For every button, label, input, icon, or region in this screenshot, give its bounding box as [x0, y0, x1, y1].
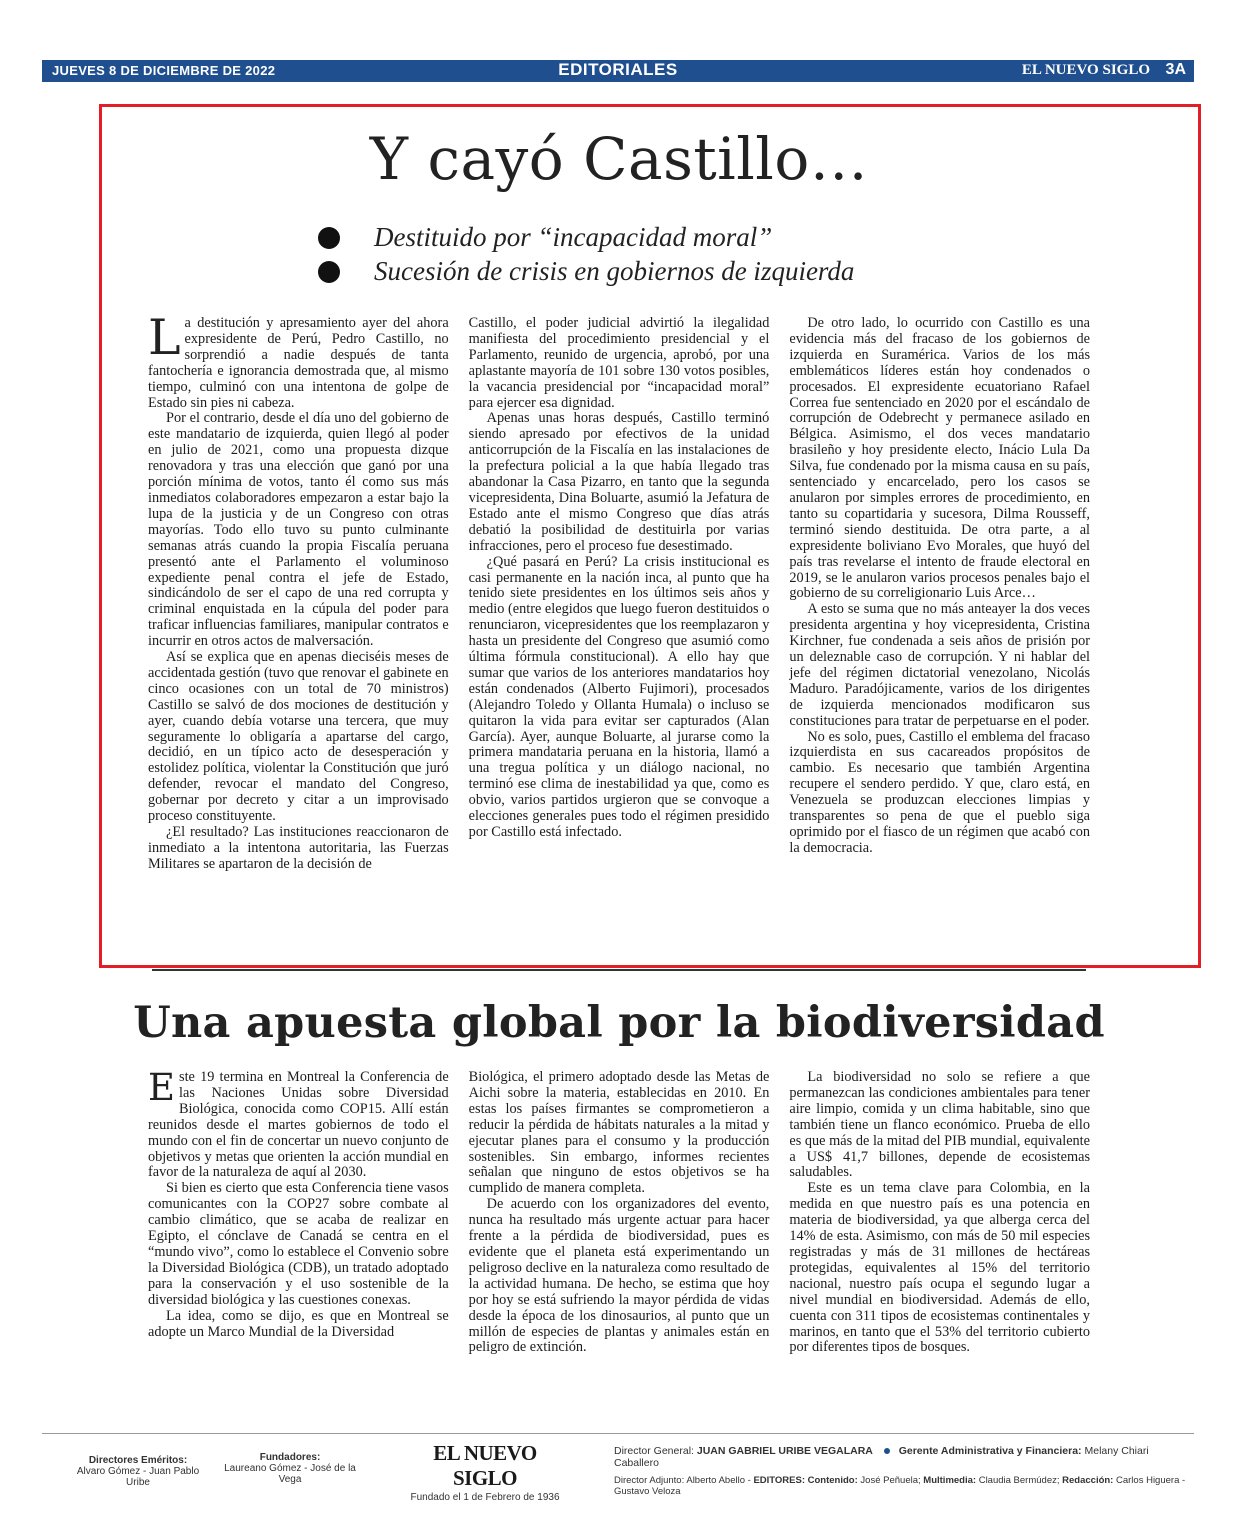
staff-row-1: Director General: JUAN GABRIEL URIBE VEGALARA Gerente Administrativa y Financiera: Melany Chiari Caballero — [614, 1445, 1149, 1469]
paragraph: Apenas unas horas después, Castillo terminó siendo apresado por efectivos de la unidad anticorrupción de la Fiscalía en las instalaciones de la prefectura policial a la que había llegado tras abandonar la Casa Pizarro, en tanto que la segunda vicepresidenta, Dina Boluarte, asumió la Jefatura de Estado ante el mismo Congreso que días atrás debatió la posibilidad de destituirla por varias infracciones, pero el proceso fue desestimado. — [468, 410, 770, 554]
editorial-1-body — [148, 309, 1091, 873]
paragraph: La destitución y apresamiento ayer del ahora expresidente de Perú, Pedro Castillo, no sorprendió a nadie después de tanta fantochería e ignorancia demostrada que, al mismo tiempo, culminó con una intentona de golpe de Estado sin pies ni cabeza. — [148, 309, 449, 411]
paragraph: La biodiversidad no solo se refiere a que permanezcan las condiciones ambientales para tener aire limpio, comida y un clima habitable, sino que también tiene un flanco económico. Prueba de ello es que más de la mitad del PIB mundial, equivalente a US$ 41,7 billones, depende de ecosistemas saludables. — [789, 1069, 1091, 1181]
paragraph: De otro lado, lo ocurrido con Castillo es una evidencia más del fracaso de los gobiernos de izquierda en Suramérica. Varios de los más emblemáticos líderes están hoy condenados o procesados. El expresidente ecuatoriano Rafael Correa fue sentenciado en 2020 por el escándalo de corrupción de Odebrecht y permanece asilado en Bélgica. Asimismo, el dos veces mandatario brasileño y hoy presidente electo, Inácio Lula Da Silva, fue condenado por la misma causa en su país, sentenciado y encarcelado, pero los casos se anularon por simples errores de procedimiento, en tanto su copartidaria y sucesora, Dilma Rousseff, terminó siendo destituida. De otra parte, a al expresidente boliviano Evo Morales, que huyó del país tras revelarse el intento de fraude electoral en 2019, se le anularon varios procesos penales bajo el gobierno de su correligionario Luis Arce… — [789, 315, 1091, 602]
article-column — [148, 1066, 449, 1356]
paragraph: Por el contrario, desde el día uno del gobierno de este mandatario de izquierda, quien llegó al poder en julio de 2021, como una propuesta dizque renovadora y tras una elección que ganó por una porción mínima de votos, tanto él como sus más inmediatos colaboradores empezaron a estar bajo la lupa de la justicia y de un Congreso con otras mayorías. Todo ello tuvo su punto culminante semanas atrás cuando la propia Fiscalía peruana presentó ante el Parlamento el voluminoso expediente penal contra el jefe de Estado, sindicándolo de ser el capo de una red corrupta y criminal enquistada en la cúpula del poder para traficar influencias familiares, manipular contratos e incurrir en otros actos de malversación. — [148, 410, 449, 650]
bullet-icon — [318, 261, 340, 283]
paragraph: Este 19 termina en Montreal la Conferencia de las Naciones Unidas sobre Diversidad Biológica, conocida como COP15. Allí están reunidos desde el martes gobiernos de todo el mundo con el fin de concertar un nuevo conjunto de objetivos y metas que orienten la acción mundial en favor de la naturaleza de aquí al 2030. — [148, 1066, 449, 1181]
directors-label: Directores Eméritos: — [88, 1455, 188, 1466]
section-divider — [152, 969, 1086, 971]
issue-date: JUEVES 8 DE DICIEMBRE DE 2022 — [52, 63, 276, 78]
paragraph: Castillo, el poder judicial advirtió la ilegalidad manifiesta del procedimiento presidencial y el Parlamento, reunido de urgencia, aprobó, por una aplastante mayoría de 101 sobre 130 votos posibles, la vacancia presidencial por “incapacidad moral” para ejercer esa dignidad. — [468, 315, 770, 411]
footer-staff — [614, 1445, 1194, 1497]
paragraph: La idea, como se dijo, es que en Montreal se adopte un Marco Mundial de la Diversidad — [148, 1307, 449, 1340]
bullet-icon — [884, 1448, 890, 1454]
footer-founders — [222, 1452, 358, 1485]
paragraph: Biológica, el primero adoptado desde las Metas de Aichi sobre la materia, establecidas en 2010. En estas los países firmantes se comprometieron a reducir la pérdida de hábitats naturales a la mitad y ejecutar planes para el consumo y la producción sostenibles. Sin embargo, informes recientes señalan que ninguno de estos objetivos se ha cumplido de manera completa. — [468, 1069, 770, 1197]
paragraph: De acuerdo con los organizadores del evento, nunca ha resultado más urgente actuar para hacer frente a la pérdida de biodiversidad, pues es evidente que el planeta está experimentando un peligroso declive en la naturaleza como resultado de la actividad humana. De hecho, se estima que hoy por hoy se está sufriendo la mayor pérdida de vidas desde la época de los dinosaurios, al punto que un millón de especies de plantas y animales están en peligro de extinción. — [468, 1196, 770, 1356]
paragraph: No es solo, pues, Castillo el emblema del fracaso izquierdista en sus cacareados propósitos de cambio. Es necesario que también Argentina recupere el sendero perdido. Y que, claro está, en Venezuela se produzcan elecciones limpias y transparentes so pena de que el pueblo siga oprimido por el fiasco de un régimen que acabó con la democracia. — [789, 728, 1091, 856]
footer-directors — [68, 1455, 208, 1488]
footer-rule — [42, 1433, 1194, 1434]
paragraph: Si bien es cierto que esta Conferencia tiene vasos comunicantes con la COP27 sobre combate al cambio climático, que se acaba de realizar en Egipto, el cónclave de Canadá se centra en el “mundo vivo”, como lo establece el Convenio sobre la Diversidad Biológica (CDB), un tratado adoptado para la conservación y el uso sostenible de la diversidad biológica y las cuestiones conexas. — [148, 1180, 449, 1308]
founders-names: Laureano Gómez - José de la Vega — [224, 1463, 356, 1485]
bullet-icon — [318, 227, 340, 249]
subtitle-item — [318, 222, 1018, 256]
founders-label: Fundadores: — [259, 1452, 321, 1463]
newspaper-logo: EL NUEVO SIGLO — [433, 1441, 537, 1490]
staff-row-2: Director Adjunto: Alberto Abello - EDITORES: Contenido: José Peñuela; Multimedia: Claudia Bermúdez; Redacción: Carlos Higuera - Gustavo Veloza — [614, 1475, 1186, 1497]
header-brand: EL NUEVO SIGLO — [1021, 62, 1150, 78]
page-number: 3A — [1165, 61, 1186, 78]
subtitle-item — [318, 256, 1018, 290]
section-title: EDITORIALES — [558, 60, 678, 79]
subtitle-text: Destituido por “incapacidad moral” — [374, 222, 773, 252]
subtitle-text: Sucesión de crisis en gobiernos de izquierda — [374, 256, 855, 286]
paragraph: ¿El resultado? Las instituciones reaccionaron de inmediato a la intentona autoritaria, las Fuerzas Militares se apartaron de la decisión de — [148, 824, 449, 872]
editorial-2-body — [148, 1066, 1091, 1356]
footer-logo-block — [410, 1441, 560, 1503]
article-column — [789, 316, 1090, 873]
article-column — [789, 1070, 1090, 1356]
editorial-1-subtitles — [318, 222, 1018, 290]
paragraph: Así se explica que en apenas dieciséis meses de accidentada gestión (tuvo que renovar el gabinete en cinco ocasiones con un total de 70 ministros) Castillo se salvó de dos mociones de destitución y ayer, cuando debía votarse una tercera, que muy seguramente lo obligaría a apartarse del cargo, decidió, en un típico acto de desesperación y estolidez política, violentar la Constitución que juró defender, revocar el mandato del Congreso, gobernar por decreto y citar a un improvisado proceso constituyente. — [148, 649, 449, 825]
directors-names: Alvaro Gómez - Juan Pablo Uribe — [76, 1466, 200, 1488]
drop-cap: E — [148, 1066, 176, 1109]
paragraph: Este es un tema clave para Colombia, en la medida en que nuestro país es una potencia en materia de biodiversidad, ya que alberga cerca del 14% de esta. Asimismo, con más de 50 mil especies registradas y más de 31 millones de hectáreas protegidas, equivalentes al 15% del territorio nacional, nuestro país ocupa el segundo lugar a nivel mundial en biodiversidad. Además de ello, cuenta con 311 tipos de ecosistemas continentales y marinos, en tanto que el 53% del territorio cubierto por diferentes tipos de bosques. — [789, 1180, 1091, 1356]
founded-date: Fundado el 1 de Febrero de 1936 — [410, 1492, 560, 1503]
page-header-bar — [42, 60, 1194, 82]
drop-cap: L — [148, 309, 181, 366]
article-column — [148, 309, 449, 873]
paragraph: ¿Qué pasará en Perú? La crisis institucional es casi permanente en la nación inca, al punto que ha tenido siete presidentes en los últimos seis años y medio (entre elegidos que luego fueron destituidos o renunciaron, vicepresidentes que los reemplazaron y hasta un presidente del Congreso que asumió como última fórmula constitucional). A ello hay que sumar que varios de los anteriores mandatarios hoy están condenados (Alberto Fujimori), procesados (Alejandro Toledo y Ollanta Humala) o incluso se quitaron la vida para evitar ser capturados (Alan García). Ayer, aunque Boluarte, al jurarse como la primera mandataria peruana en la historia, llamó a una tregua política y un diálogo nacional, no terminó ese clima de inestabilidad ya que, como es obvio, varios partidos urgieron que se convoque a elecciones generales pues todo el régimen presidido por Castillo está infectado. — [468, 553, 770, 840]
editorial-2-title: Una apuesta global por la biodiversidad — [133, 998, 1105, 1048]
article-column — [469, 1070, 770, 1356]
editorial-1-title: Y cayó Castillo… — [369, 125, 869, 193]
paragraph: A esto se suma que no más anteayer la dos veces presidenta argentina y hoy vicepresidenta, Cristina Kirchner, fue condenada a seis años de prisión por un deleznable caso de corrupción. Y ni hablar del jefe del régimen dictatorial venezolano, Nicolás Maduro. Paradójicamente, varios de los dirigentes de izquierda mencionados modificaron sus constituciones para tratar de perpetuarse en el poder. — [789, 601, 1091, 729]
article-column — [469, 316, 770, 873]
